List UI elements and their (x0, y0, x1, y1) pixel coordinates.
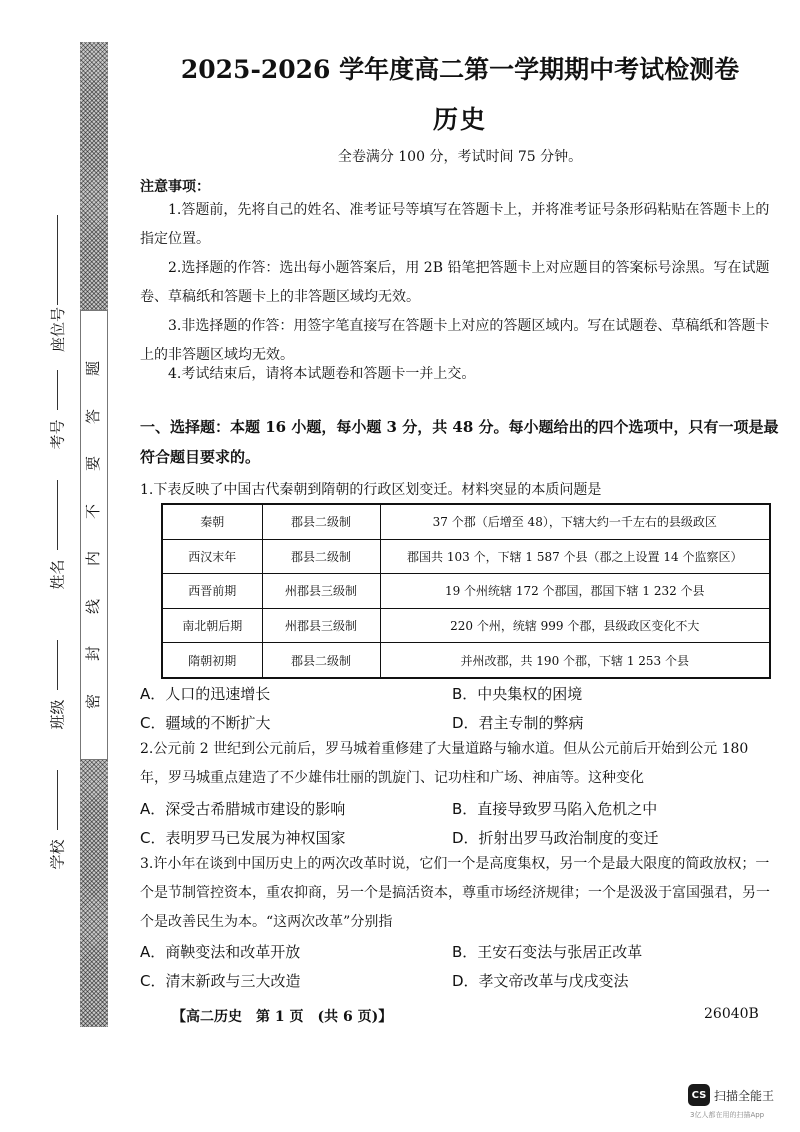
table-cell: 南北朝后期 (162, 608, 262, 642)
class-label: 班级 (48, 699, 67, 730)
option-b[interactable]: B．直接导致罗马陷入危机之中 (452, 800, 658, 818)
table-row (162, 539, 770, 573)
binding-char: 密 (84, 693, 103, 709)
notes-heading: 注意事项： (140, 179, 210, 195)
paper-code: 26040B (704, 1006, 759, 1022)
table-cell: 州郡县三级制 (262, 574, 380, 608)
binding-char: 要 (84, 456, 103, 472)
table-cell: 19 个州统辖 172 个郡国，郡国下辖 1 232 个县 (380, 574, 770, 608)
table-row (162, 608, 770, 642)
note-item: 4.考试结束后，请将本试题卷和答题卡一并上交。 (168, 366, 476, 382)
option-a[interactable]: A．深受古希腊城市建设的影响 (140, 800, 346, 818)
option-a[interactable]: A．人口的迅速增长 (140, 685, 271, 703)
table-cell: 州郡县三级制 (262, 608, 380, 642)
exam-number-field[interactable] (40, 370, 74, 459)
option-d[interactable]: D．孝文帝改革与戊戌变法 (452, 972, 629, 990)
admin-division-table (161, 503, 771, 679)
table-row (162, 643, 770, 678)
section-heading: 一、选择题：本题 16 小题，每小题 3 分，共 48 分。每小题给出的四个选项中，只有一项是最符合题目要求的。 (140, 418, 779, 466)
question-stem: 1.下表反映了中国古代秦朝到隋朝的行政区划变迁。材料突显的本质问题是 (140, 482, 602, 498)
table-cell: 郡县二级制 (262, 643, 380, 678)
option-c[interactable]: C．清末新政与三大改造 (140, 972, 301, 990)
table-cell: 37 个郡（后增至 48），下辖大约一千左右的县级政区 (380, 504, 770, 539)
question-stem: 2.公元前 2 世纪到公元前后，罗马城着重修建了大量道路与输水道。但从公元前后开始到公元 180 年，罗马城重点建造了不少雄伟壮丽的凯旋门、记功柱和广场、神庙等。这种变化 (140, 741, 749, 786)
binding-char: 内 (84, 551, 103, 567)
table-cell: 郡国共 103 个，下辖 1 587 个县（郡之上设置 14 个监察区） (380, 539, 770, 573)
binding-char: 答 (84, 408, 103, 424)
seat-number-field[interactable] (40, 215, 74, 354)
watermark-slogan: 3亿人都在用的扫描App (690, 1111, 765, 1119)
option-a[interactable]: A．商鞅变法和改革开放 (140, 943, 301, 961)
option-d[interactable]: D．折射出罗马政治制度的变迁 (452, 829, 659, 847)
exam-meta: 全卷满分 100 分，考试时间 75 分钟。 (337, 149, 583, 165)
table-cell: 220 个州，统辖 999 个郡，县级政区变化不大 (380, 608, 770, 642)
name-field[interactable] (40, 480, 74, 599)
note-item: 2.选择题的作答：选出每小题答案后，用 2B 铅笔把答题卡上对应题目的答案标号涂黑。写在试题卷、草稿纸和答题卡上的非答题区域均无效。 (140, 260, 770, 305)
name-label: 姓名 (48, 559, 67, 590)
seat-number-label: 座位号 (48, 306, 67, 353)
table-row (162, 574, 770, 608)
page-footer: 【高二历史 第 1 页 (共 6 页)】 (172, 1009, 393, 1025)
table-cell: 西汉末年 (162, 539, 262, 573)
table-cell: 隋朝初期 (162, 643, 262, 678)
table-row (162, 504, 770, 539)
binding-char: 不 (84, 503, 103, 519)
school-field[interactable] (40, 770, 74, 879)
table-cell: 秦朝 (162, 504, 262, 539)
option-d[interactable]: D．君主专制的弊病 (452, 714, 584, 732)
binding-char: 封 (84, 646, 103, 662)
table-cell: 郡县二级制 (262, 539, 380, 573)
table-cell: 郡县二级制 (262, 504, 380, 539)
binding-char: 线 (84, 598, 103, 614)
exam-number-label: 考号 (48, 419, 67, 450)
class-field[interactable] (40, 640, 74, 739)
scanner-watermark (688, 1084, 774, 1106)
table-cell: 并州改郡，共 190 个郡，下辖 1 253 个县 (380, 643, 770, 678)
note-item: 3.非选择题的作答：用签字笔直接写在答题卡上对应的答题区域内。写在试题卷、草稿纸和答题卡上的非答题区域均无效。 (140, 318, 770, 363)
exam-subject: 历史 (432, 105, 487, 134)
school-label: 学校 (48, 839, 67, 870)
note-item: 1.答题前，先将自己的姓名、准考证号等填写在答题卡上，并将准考证号条形码粘贴在答题卡上的指定位置。 (140, 202, 770, 247)
table-cell: 西晋前期 (162, 574, 262, 608)
camscanner-icon: CS (688, 1084, 710, 1106)
binding-char: 题 (84, 361, 103, 377)
binding-warning (80, 310, 108, 760)
option-c[interactable]: C．疆域的不断扩大 (140, 714, 271, 732)
option-b[interactable]: B．王安石变法与张居正改革 (452, 943, 643, 961)
option-b[interactable]: B．中央集权的困境 (452, 685, 583, 703)
question-stem: 3.许小年在谈到中国历史上的两次改革时说，它们一个是高度集权，另一个是最大限度的简政放权；一个是节制管控资本，重农抑商，另一个是搞活资本，尊重市场经济规律；一个是汲汲于富国强君，另一个是改善民生为本。“这两次改革”分别指 (140, 856, 770, 930)
watermark-name: 扫描全能王 (714, 1088, 775, 1103)
exam-title: 2025-2026 学年度高二第一学期期中考试检测卷 (180, 55, 740, 84)
option-c[interactable]: C．表明罗马已发展为神权国家 (140, 829, 346, 847)
